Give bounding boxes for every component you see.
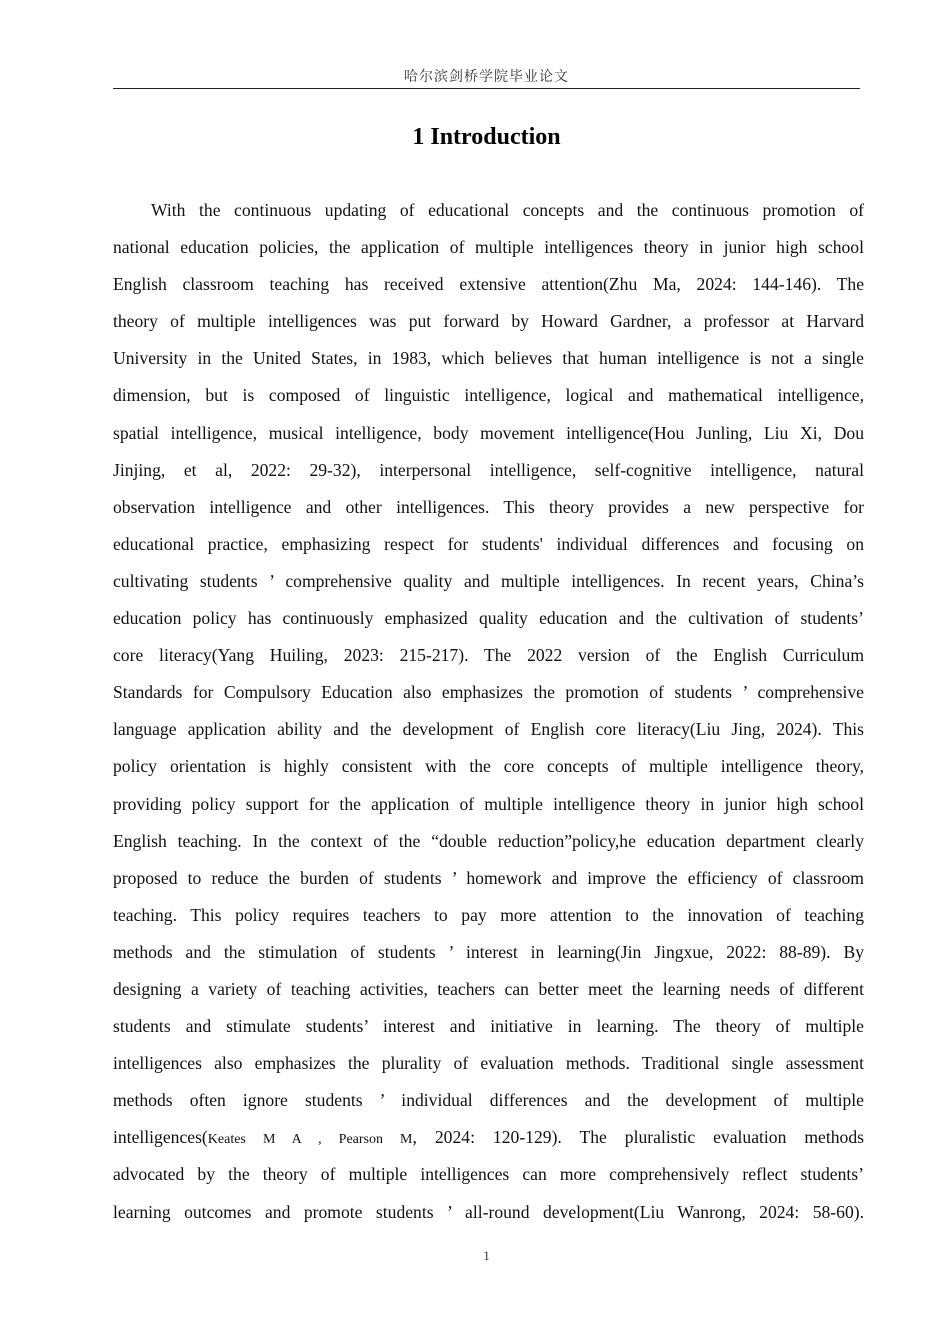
text-line: Standards for Compulsory Education also emphasizes the promotion of students ’ comprehensive xyxy=(113,682,864,703)
text-line: educational practice, emphasizing respect for students' individual differences and focusing on xyxy=(113,533,864,554)
citation-suffix: , 2024: 120-129). The pluralistic evaluation methods xyxy=(412,1127,864,1148)
text-line: intelligences also emphasizes the plurality of evaluation methods. Traditional single assessment xyxy=(113,1053,864,1074)
citation-authors: Keates M A , Pearson M xyxy=(207,1132,413,1148)
body-paragraph xyxy=(113,192,864,1231)
text-line: University in the United States, in 1983, which believes that human intelligence is not a single xyxy=(113,348,864,369)
text-line: proposed to reduce the burden of students ’ homework and improve the efficiency of classroom xyxy=(113,867,864,888)
text-line: dimension, but is composed of linguistic intelligence, logical and mathematical intelligence, xyxy=(113,385,864,406)
text-line: observation intelligence and other intelligences. This theory provides a new perspective for xyxy=(113,496,864,517)
header-divider xyxy=(113,88,860,89)
text-line: methods and the stimulation of students ’ interest in learning(Jin Jingxue, 2022: 88-89). By xyxy=(113,941,864,962)
text-line: cultivating students ’ comprehensive quality and multiple intelligences. In recent years, China’s xyxy=(113,570,864,591)
text-line: English classroom teaching has received extensive attention(Zhu Ma, 2024: 144-146). The xyxy=(113,274,864,295)
text-line: advocated by the theory of multiple intelligences can more comprehensively reflect students’ xyxy=(113,1164,864,1185)
text-line: English teaching. In the context of the “double reduction”policy,he education department clearly xyxy=(113,830,864,851)
text-line: Jinjing, et al, 2022: 29-32), interpersonal intelligence, self-cognitive intelligence, natural xyxy=(113,459,864,480)
text-line: policy orientation is highly consistent with the core concepts of multiple intelligence theory, xyxy=(113,756,864,777)
text-line: teaching. This policy requires teachers to pay more attention to the innovation of teaching xyxy=(113,904,864,925)
text-line-citation xyxy=(113,1119,864,1156)
running-header: 哈尔滨剑桥学院毕业论文 xyxy=(404,70,569,85)
text-line: providing policy support for the application of multiple intelligence theory in junior high school xyxy=(113,793,864,814)
text-line: students and stimulate students’ interest and initiative in learning. The theory of multiple xyxy=(113,1016,864,1037)
text-line: national education policies, the application of multiple intelligences theory in junior high school xyxy=(113,237,864,258)
section-title: 1 Introduction xyxy=(412,124,561,150)
citation-prefix: intelligences( xyxy=(113,1127,208,1148)
text-line: education policy has continuously emphasized quality education and the cultivation of students’ xyxy=(113,608,864,629)
text-line: language application ability and the development of English core literacy(Liu Jing, 2024). This xyxy=(113,719,864,740)
text-line: learning outcomes and promote students ’ all-round development(Liu Wanrong, 2024: 58-60). xyxy=(113,1201,864,1222)
text-line: theory of multiple intelligences was put forward by Howard Gardner, a professor at Harvard xyxy=(113,311,864,332)
text-line: With the continuous updating of educational concepts and the continuous promotion of xyxy=(151,200,864,220)
text-line: spatial intelligence, musical intelligence, body movement intelligence(Hou Junling, Liu Xi, Dou xyxy=(113,422,864,443)
page-number: 1 xyxy=(483,1248,490,1263)
text-line: methods often ignore students ’ individual differences and the development of multiple xyxy=(113,1090,864,1111)
text-line: designing a variety of teaching activities, teachers can better meet the learning needs of different xyxy=(113,978,864,999)
text-line: core literacy(Yang Huiling, 2023: 215-217). The 2022 version of the English Curriculum xyxy=(113,645,864,666)
